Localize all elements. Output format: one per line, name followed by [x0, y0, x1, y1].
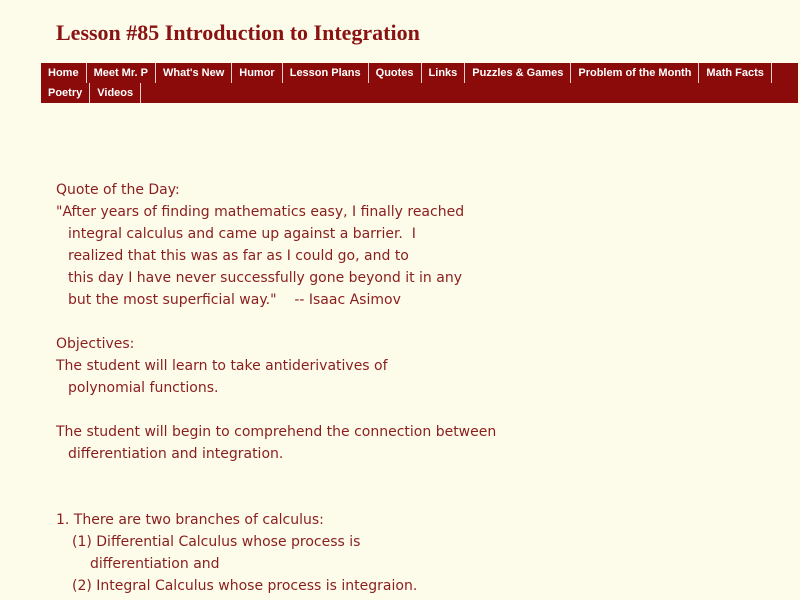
nav-item-lesson-plans[interactable]: Lesson Plans: [283, 63, 369, 83]
nav-item-whats-new[interactable]: What's New: [156, 63, 232, 83]
nav-item-puzzles-games[interactable]: Puzzles & Games: [465, 63, 571, 83]
nav-item-poetry[interactable]: Poetry: [41, 83, 90, 103]
nav-item-links[interactable]: Links: [422, 63, 466, 83]
objective-text: differentiation and integration.: [68, 446, 284, 462]
nav-bar: [41, 63, 798, 103]
nav-item-humor[interactable]: Humor: [232, 63, 282, 83]
objective-text: The student will begin to comprehend the connection between: [56, 424, 497, 440]
nav-item-quotes[interactable]: Quotes: [369, 63, 422, 83]
objective-text: polynomial functions.: [68, 380, 219, 396]
page-title: Lesson #85 Introduction to Integration: [56, 20, 420, 45]
objectives-heading: Objectives:: [56, 336, 135, 352]
section-item: differentiation and: [90, 556, 220, 572]
section-item: 1. There are two branches of calculus:: [56, 512, 324, 528]
nav-item-math-facts[interactable]: Math Facts: [699, 63, 771, 83]
quote-line: integral calculus and came up against a barrier. I: [68, 226, 416, 242]
nav-item-home[interactable]: Home: [41, 63, 87, 83]
section-item: (1) Differential Calculus whose process is: [72, 534, 361, 550]
lesson-content: [56, 179, 756, 597]
quote-line: but the most superficial way." -- Isaac Asimov: [68, 292, 401, 308]
objective-text: The student will learn to take antiderivatives of: [56, 358, 388, 374]
quote-line: "After years of finding mathematics easy, I finally reached: [56, 204, 465, 220]
section-item: (2) Integral Calculus whose process is integraion.: [72, 578, 418, 594]
quote-line: realized that this was as far as I could go, and to: [68, 248, 409, 264]
nav-item-meet-mr-p[interactable]: Meet Mr. P: [87, 63, 156, 83]
nav-item-problem-of-the-month[interactable]: Problem of the Month: [571, 63, 699, 83]
quote-line: this day I have never successfully gone beyond it in any: [68, 270, 462, 286]
quote-heading: Quote of the Day:: [56, 182, 180, 198]
nav-item-videos[interactable]: Videos: [90, 83, 141, 103]
